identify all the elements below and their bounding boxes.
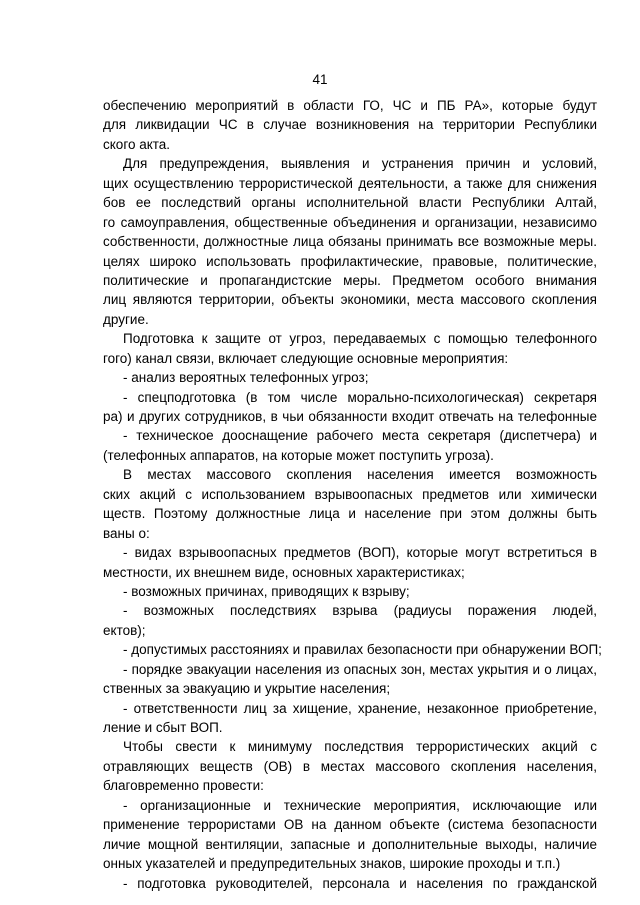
text-line: щих осуществлению террористической деятельности, а также для снижения bbox=[103, 175, 597, 191]
text-line: для ликвидации ЧС в случае возникновения на территории Республики bbox=[103, 117, 597, 133]
text-line: - техническое дооснащение рабочего места секретаря (диспетчера) и bbox=[123, 428, 597, 444]
text-line: целях широко использовать профилактические, правовые, политические, bbox=[103, 253, 597, 269]
text-line: - возможных последствиях взрыва (радиусы поражения людей, bbox=[123, 603, 597, 619]
text-line: - ответственности лиц за хищение, хранение, незаконное приобретение, bbox=[123, 700, 597, 716]
text-line: собственности, должностные лица обязаны принимать все возможные меры. bbox=[103, 234, 597, 250]
text-line: - допустимых расстояниях и правилах безопасности при обнаружении ВОП; bbox=[123, 642, 602, 658]
text-line: - анализ вероятных телефонных угроз; bbox=[123, 370, 369, 386]
text-line: обеспечению мероприятий в области ГО, ЧС и ПБ РА», которые будут bbox=[103, 98, 597, 113]
text-line: - видах взрывоопасных предметов (ВОП), которые могут встретиться в bbox=[123, 545, 597, 561]
text-line: (телефонных аппаратов, на которые может поступить угроза). bbox=[103, 447, 494, 463]
text-line: ра) и других сотрудников, в чьи обязанности входит отвечать на телефонные bbox=[103, 409, 597, 424]
text-line: - спецподготовка (в том числе морально-психологическая) секретаря bbox=[123, 389, 597, 405]
text-line: политические и пропагандистские меры. Предметом особого внимания bbox=[103, 272, 597, 288]
text-line: - возможных причинах, приводящих к взрыву; bbox=[123, 583, 410, 599]
text-line: благовременно провести: bbox=[103, 778, 264, 794]
text-line: ского акта. bbox=[103, 136, 171, 152]
text-line: Чтобы свести к минимуму последствия террористических акций с bbox=[123, 739, 597, 755]
text-line: отравляющих веществ (ОВ) в местах массового скопления населения, bbox=[103, 758, 597, 774]
text-line: личие мощной вентиляции, запасные и дополнительные выходы, наличие bbox=[103, 836, 597, 852]
text-line: - порядке эвакуации населения из опасных зон, местах укрытия и о лицах, bbox=[123, 661, 597, 677]
text-line: ществ. Поэтому должностные лица и население при этом должны быть bbox=[103, 506, 597, 522]
text-line: применение террористами ОВ на данном объекте (система безопасности bbox=[103, 817, 597, 833]
text-line: - организационные и технические мероприятия, исключающие или bbox=[123, 797, 597, 813]
text-line: В местах массового скопления населения имеется возможность bbox=[123, 467, 597, 483]
text-line: онных указателей и предупредительных знаков, широкие проходы и т.п.) bbox=[103, 856, 561, 872]
text-line: го самоуправления, общественные объединения и организации, независимо bbox=[103, 214, 597, 230]
text-line: ление и сбыт ВОП. bbox=[103, 720, 223, 735]
text-line: бов ее последствий органы исполнительной власти Республики Алтай, bbox=[103, 195, 597, 211]
text-line: гого) канал связи, включает следующие основные мероприятия: bbox=[103, 350, 509, 366]
text-line: ственных за эвакуацию и укрытие населения; bbox=[103, 681, 391, 697]
text-line: ектов); bbox=[103, 622, 146, 638]
text-line: местности, их внешнем виде, основных характеристиках; bbox=[103, 564, 465, 580]
text-line: лиц являются территории, объекты экономики, места массового скопления bbox=[103, 292, 597, 308]
text-line: другие. bbox=[103, 311, 149, 327]
text-line: Подготовка к защите от угроз, передаваемых с помощью телефонного bbox=[123, 331, 597, 347]
text-line: ваны о: bbox=[103, 525, 150, 541]
text-line: Для предупреждения, выявления и устранения причин и условий, bbox=[123, 156, 597, 172]
page-number: 41 bbox=[312, 72, 328, 87]
document-body bbox=[103, 96, 602, 893]
text-line: - подготовка руководителей, персонала и населения по гражданской bbox=[123, 875, 597, 891]
text-line: ских акций с использованием взрывоопасных предметов или химически bbox=[103, 486, 597, 502]
